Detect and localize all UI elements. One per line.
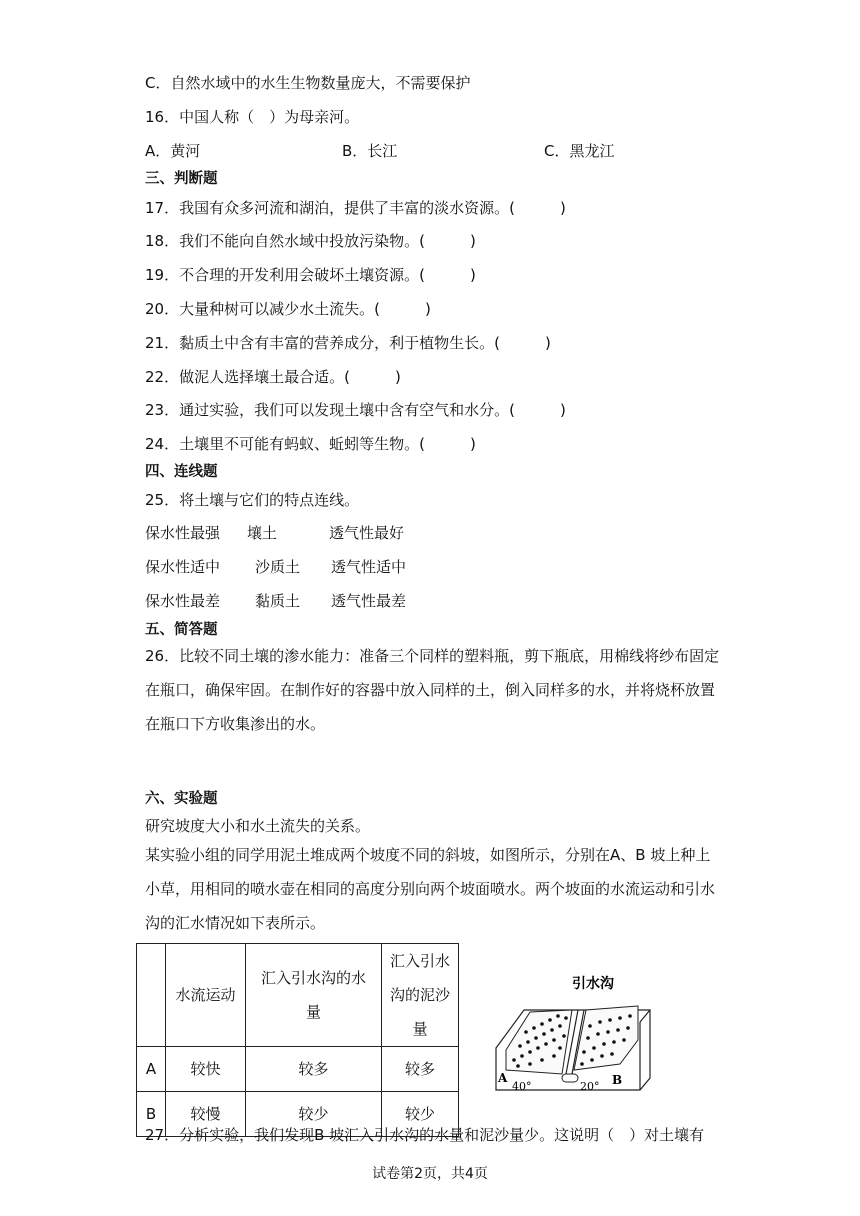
- table-cell: 较快: [166, 1047, 246, 1092]
- section-heading-judge: 三、判断题: [145, 171, 218, 187]
- section-heading-short-answer: 五、简答题: [145, 622, 218, 638]
- experiment-description: 某实验小组的同学用泥土堆成两个坡度不同的斜坡，如图所示，分别在A、B 坡上种上小草，用相同的喷水壶在相同的高度分别向两个坡面喷水。两个坡面的水流运动和引水沟的汇水情况如下表所示。: [145, 846, 716, 932]
- table-header-cell: [137, 944, 166, 1047]
- table-header-cell: 水流运动: [166, 944, 246, 1047]
- question-21: 21．黏质土中含有丰富的营养成分，利于植物生长。( ): [145, 334, 551, 352]
- table-cell: 较多: [382, 1047, 459, 1092]
- table-header-cell: 汇入引水沟的泥沙量: [382, 944, 459, 1047]
- section-heading-matching: 四、连线题: [145, 464, 218, 480]
- table-cell: 较少: [382, 1092, 459, 1137]
- slope-a-surface: [506, 1010, 572, 1074]
- q16-option-a: A．黄河: [145, 142, 201, 160]
- figure-label-channel: 引水沟: [572, 976, 614, 992]
- match-middle-3: 黏质土: [255, 592, 301, 610]
- page-footer: 试卷第2页，共4页: [372, 1166, 488, 1182]
- match-right-1: 透气性最好: [329, 524, 405, 542]
- slope-b-angle: 20°: [580, 1080, 600, 1093]
- match-right-3: 透气性最差: [331, 592, 407, 610]
- table-header-row: [137, 944, 459, 1047]
- table-cell: B: [137, 1092, 166, 1137]
- question-24: 24．土壤里不可能有蚂蚁、蚯蚓等生物。( ): [145, 435, 476, 453]
- table-cell: 较多: [246, 1047, 382, 1092]
- table-cell: 较慢: [166, 1092, 246, 1137]
- section-heading-experiment: 六、实验题: [145, 791, 218, 807]
- match-middle-1: 壤土: [247, 524, 278, 542]
- question-27: 27．分析实验，我们发现B 坡汇入引水沟的水量和泥沙量少。这说明（ ）对土壤有: [145, 1126, 705, 1144]
- q16-stem: 16．中国人称（ ）为母亲河。: [145, 108, 360, 126]
- question-17: 17．我国有众多河流和湖泊，提供了丰富的淡水资源。( ): [145, 199, 566, 217]
- slope-a-label: A: [498, 1071, 508, 1085]
- match-left-2: 保水性适中: [145, 558, 221, 576]
- question-18: 18．我们不能向自然水域中投放污染物。( ): [145, 232, 476, 250]
- experiment-title: 研究坡度大小和水土流失的关系。: [145, 817, 371, 835]
- match-right-2: 透气性适中: [331, 558, 407, 576]
- question-25-stem: 25．将土壤与它们的特点连线。: [145, 491, 360, 509]
- question-19: 19．不合理的开发利用会破坏土壤资源。( ): [145, 266, 476, 284]
- table-header-cell: 汇入引水沟的水量: [246, 944, 382, 1047]
- match-left-3: 保水性最差: [145, 592, 221, 610]
- match-middle-2: 沙质土: [255, 558, 301, 576]
- table-cell: A: [137, 1047, 166, 1092]
- q16-option-c: C．黑龙江: [544, 142, 615, 160]
- experiment-table: [136, 943, 459, 1137]
- table-row: [137, 1047, 459, 1092]
- question-26: 26．比较不同土壤的渗水能力：准备三个同样的塑料瓶，剪下瓶底，用棉线将纱布固定在瓶口，确保牢固。在制作好的容器中放入同样的土，倒入同样多的水，并将烧杯放置在瓶口下方收集渗出的水。: [145, 647, 720, 733]
- slope-b-label: B: [612, 1073, 623, 1087]
- question-23: 23．通过实验，我们可以发现土壤中含有空气和水分。( ): [145, 401, 566, 419]
- q16-option-b: B．长江: [342, 142, 398, 160]
- table-cell: 较少: [246, 1092, 382, 1137]
- match-left-1: 保水性最强: [145, 524, 221, 542]
- question-22: 22．做泥人选择壤土最合适。( ): [145, 368, 401, 386]
- q15-option-c: C．自然水域中的水生生物数量庞大，不需要保护: [145, 74, 471, 92]
- slope-experiment-figure: [490, 966, 660, 1096]
- question-20: 20．大量种树可以减少水土流失。( ): [145, 300, 431, 318]
- slope-a-angle: 40°: [512, 1080, 532, 1093]
